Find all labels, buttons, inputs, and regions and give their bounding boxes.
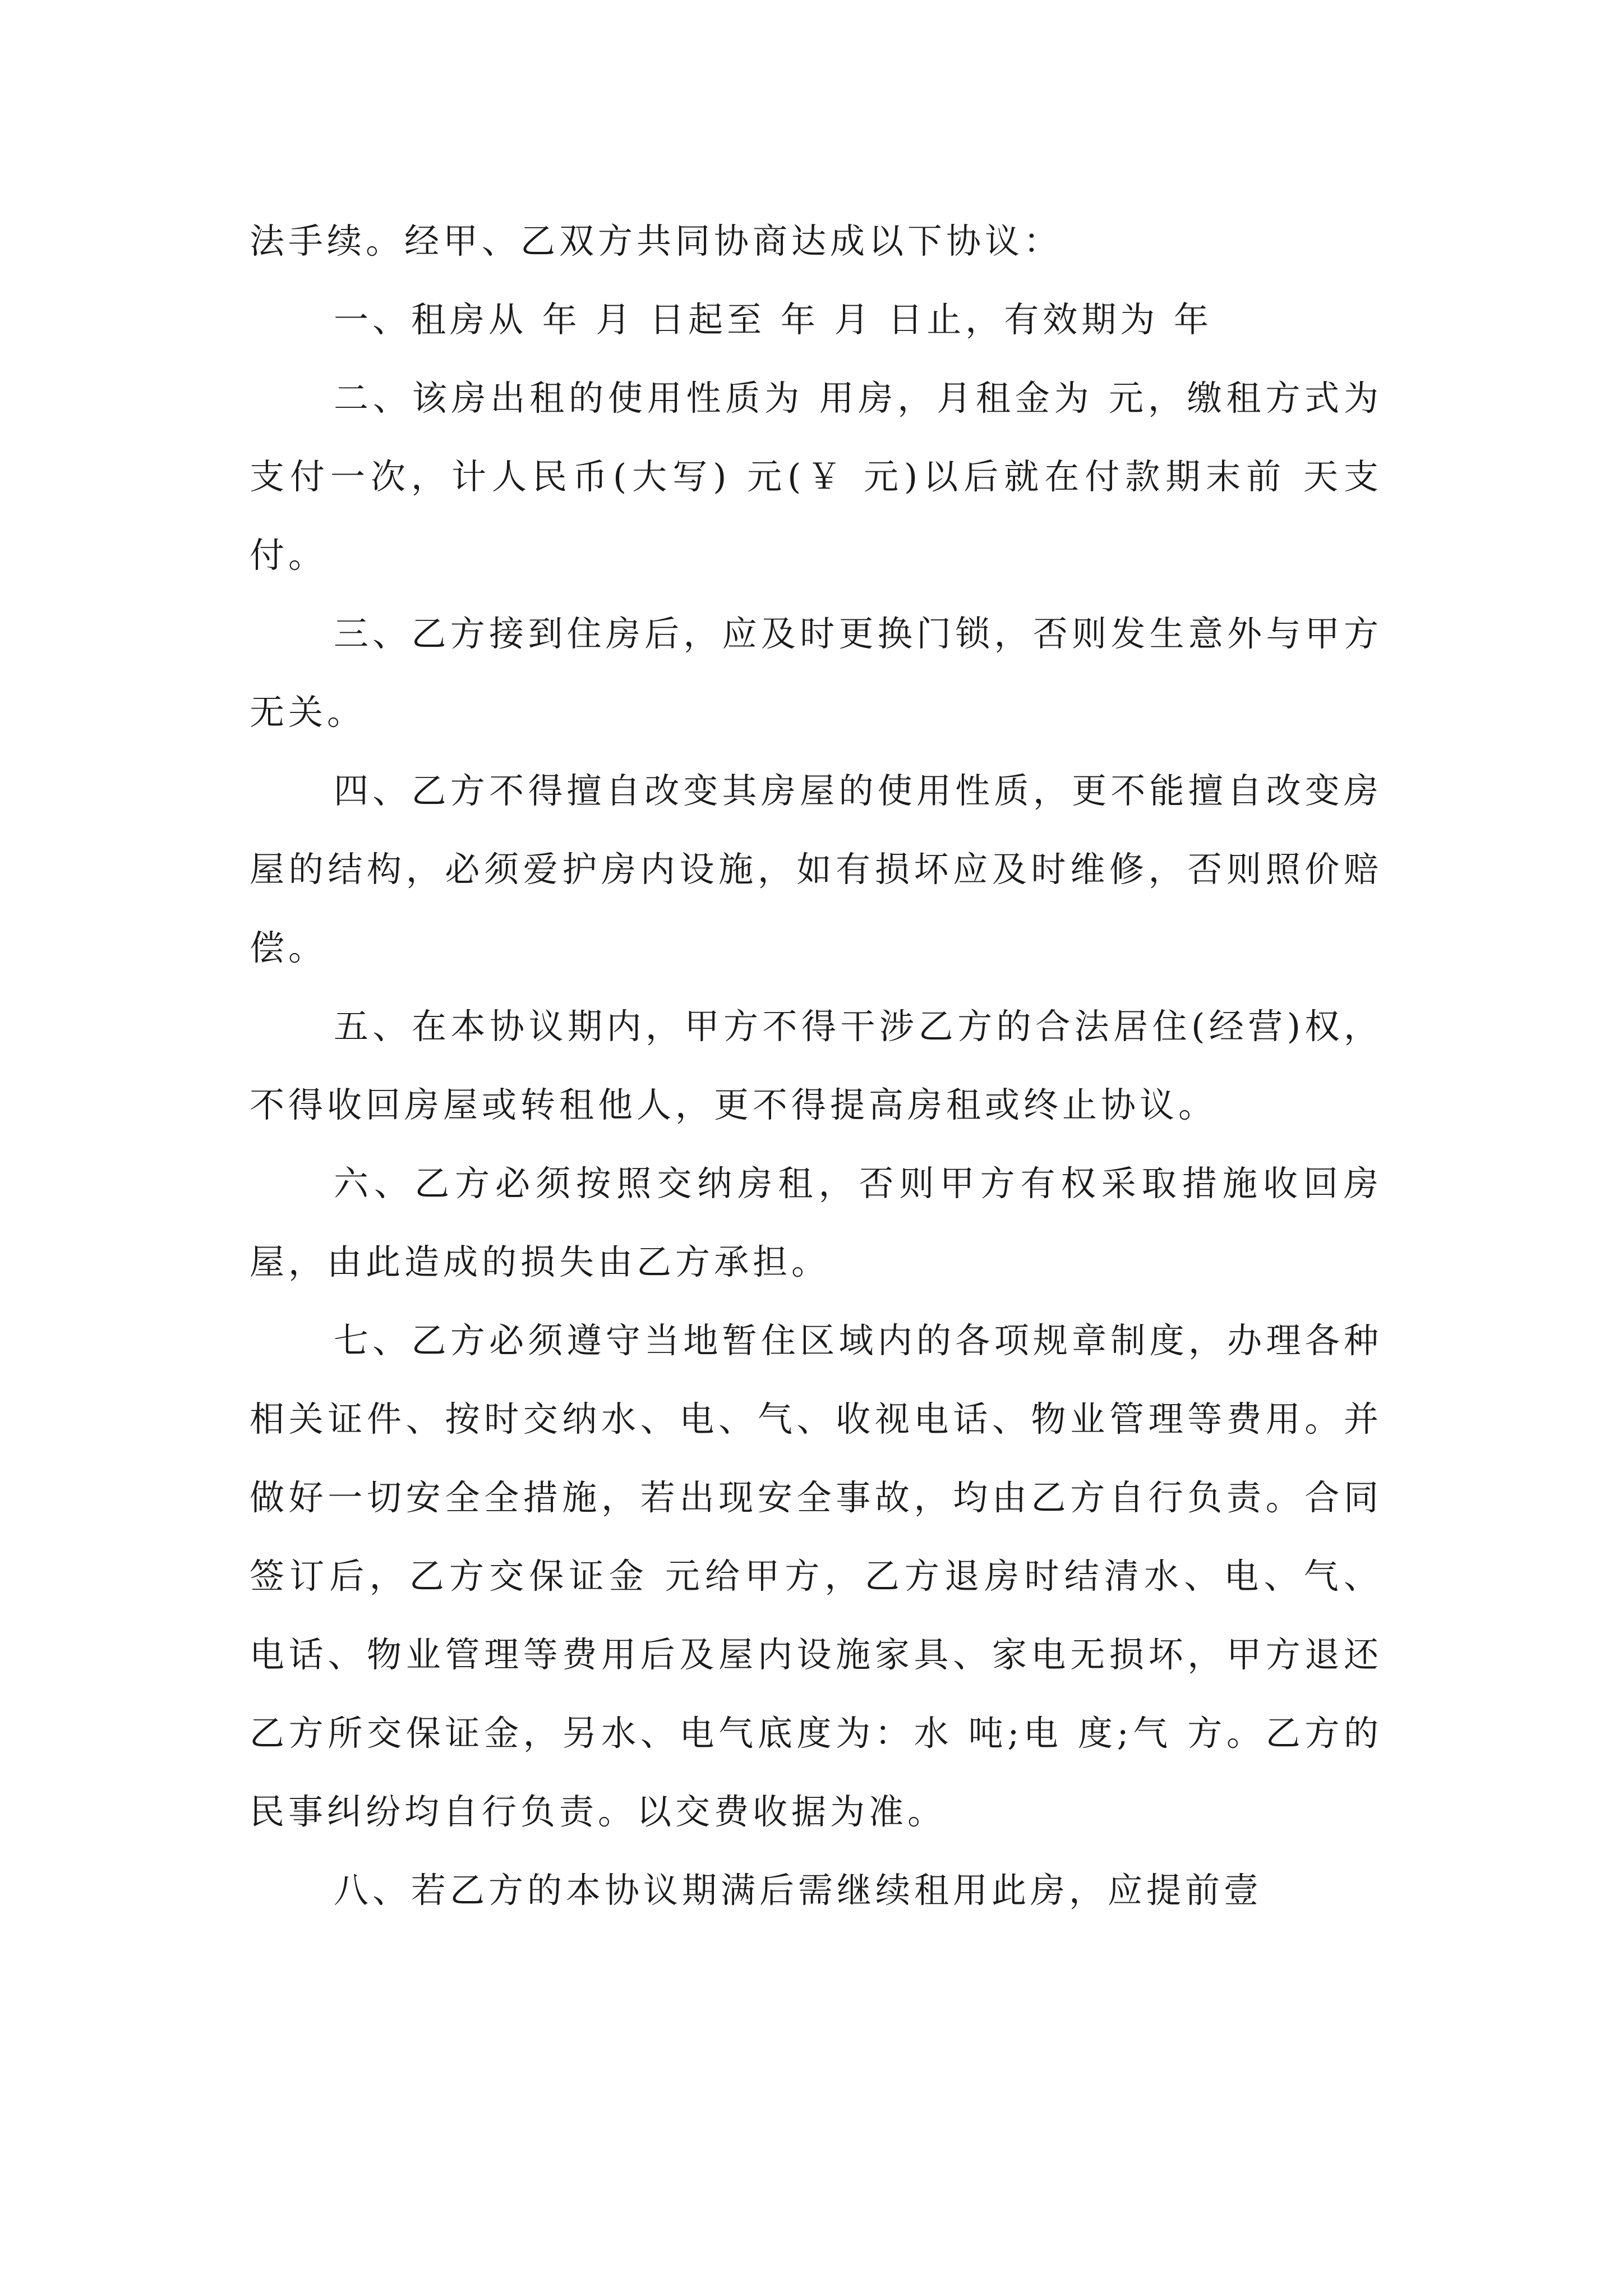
clause-2-rent-payment: 二、该房出租的使用性质为 用房，月租金为 元，缴租方式为 支付一次，计人民币(大写) 元(￥ 元)以后就在付款期末前 天支付。 bbox=[250, 378, 1382, 576]
clause-4-usage-maintenance: 四、乙方不得擅自改变其房屋的使用性质，更不能擅自改变房屋的结构，必须爱护房内设施，如有损坏应及时维修，否则照价赔偿。 bbox=[250, 770, 1382, 968]
paragraph-continuation: 法手续。经甲、乙双方共同协商达成以下协议： bbox=[250, 220, 1063, 261]
clause-3-locks: 三、乙方接到住房后，应及时更换门锁，否则发生意外与甲方无关。 bbox=[250, 613, 1382, 733]
clause-6-rent-obligation: 六、乙方必须按照交纳房租，否则甲方有权采取措施收回房屋，由此造成的损失由乙方承担。 bbox=[250, 1163, 1382, 1282]
clause-5-occupancy-rights: 五、在本协议期内，甲方不得干涉乙方的合法居住(经营)权，不得收回房屋或转租他人，更不得提高房租或终止协议。 bbox=[250, 1006, 1382, 1125]
clause-1-lease-period: 一、租房从 年 月 日起至 年 月 日止，有效期为 年 bbox=[334, 299, 1212, 340]
clause-7-regulations-deposit: 七、乙方必须遵守当地暂住区域内的各项规章制度，办理各种相关证件、按时交纳水、电、气、收视电话、物业管理等费用。并做好一切安全全措施，若出现安全事故，均由乙方自行负责。合同签订后，乙方交保证金 元给甲方，乙方退房时结清水、电、气、电话、物业管理等费用后及屋内设施家具、家电无损坏，甲方退还乙方所交保证金，另水、电气底度为：水 吨;电 度;气 方。乙方的民事纠纷均自行负责。以交费收据为准。 bbox=[250, 1320, 1382, 1832]
clause-8-renewal: 八、若乙方的本协议期满后需继续租用此房，应提前壹 bbox=[334, 1870, 1263, 1911]
contract-body bbox=[250, 202, 1382, 1930]
